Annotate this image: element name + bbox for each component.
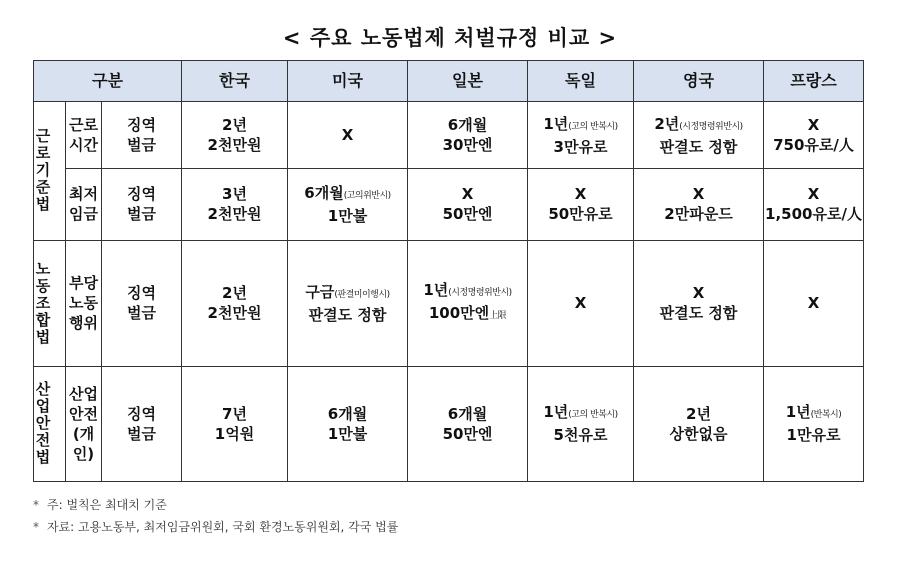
value-cell xyxy=(408,240,528,366)
value-note: (반복시) xyxy=(810,410,842,421)
value-line: 1년(고의 반복시) xyxy=(543,114,618,133)
value-cell xyxy=(408,102,528,169)
table-row xyxy=(34,102,864,169)
value-cell xyxy=(182,169,288,240)
value-note: (고의 반복시) xyxy=(568,121,618,132)
value-line: 2천만원 xyxy=(207,205,262,224)
value-line: 2년 xyxy=(222,284,247,303)
value-line: 50만유로 xyxy=(548,205,613,224)
value-line: 1년(고의 반복시) xyxy=(543,403,618,422)
value-cell xyxy=(528,366,634,482)
header-country: 한국 xyxy=(182,61,288,102)
value-line: X xyxy=(807,294,820,313)
value-line: X xyxy=(341,126,354,145)
value-note: 上限 xyxy=(489,311,507,322)
table-row xyxy=(34,169,864,240)
value-cell xyxy=(528,240,634,366)
header-row xyxy=(34,61,864,102)
value-cell xyxy=(288,102,408,169)
value-cell xyxy=(182,366,288,482)
value-line: 2천만원 xyxy=(207,136,262,155)
penalty-cell: 징역 벌금 xyxy=(102,102,182,169)
value-line: 50만엔 xyxy=(442,424,493,443)
value-line: 1억원 xyxy=(214,424,255,443)
value-line: 1년(반복시) xyxy=(785,403,842,422)
law-cell xyxy=(34,366,66,482)
value-cell xyxy=(288,240,408,366)
value-line: 750유로/人 xyxy=(773,136,854,155)
value-line: X xyxy=(574,294,587,313)
value-line: 6개월(고의위반시) xyxy=(304,183,391,202)
law-cell xyxy=(34,102,66,241)
footnotes xyxy=(33,494,398,538)
value-cell xyxy=(764,102,864,169)
value-line: 5천유로 xyxy=(553,426,608,445)
value-cell xyxy=(408,169,528,240)
value-line: 2년(시정명령위반시) xyxy=(654,114,743,133)
value-line: 1만불 xyxy=(327,206,368,225)
value-line: X xyxy=(461,185,474,204)
table-row xyxy=(34,366,864,482)
law-label: 산업안전법 xyxy=(35,380,51,467)
value-line: 1만유로 xyxy=(786,426,841,445)
item-cell: 부당 노동 행위 xyxy=(66,240,102,366)
law-cell xyxy=(34,240,66,366)
value-cell xyxy=(288,169,408,240)
header-country: 독일 xyxy=(528,61,634,102)
value-line: 2만파운드 xyxy=(664,205,733,224)
penalty-cell: 징역 벌금 xyxy=(102,240,182,366)
value-line: 1,500유로/人 xyxy=(765,205,862,224)
value-line: 판결도 정함 xyxy=(659,137,738,156)
value-cell xyxy=(634,169,764,240)
value-line: 6개월 xyxy=(447,116,488,135)
value-line: X xyxy=(807,116,820,135)
value-line: 30만엔 xyxy=(442,136,493,155)
value-line: 100만엔上限 xyxy=(428,304,507,323)
value-line: 상한없음 xyxy=(669,424,728,443)
footnote: * 자료: 고용노동부, 최저임금위원회, 국회 환경노동위원회, 각국 법률 xyxy=(33,520,399,534)
value-note: (고의위반시) xyxy=(343,190,391,201)
law-label: 근로기준법 xyxy=(35,127,51,214)
item-cell: 근로 시간 xyxy=(66,102,102,169)
header-country: 프랑스 xyxy=(764,61,864,102)
value-note: (고의 반복시) xyxy=(568,410,618,421)
value-note: (판결미이행시) xyxy=(334,289,390,300)
comparison-table xyxy=(33,60,864,482)
value-line: 1년(시정명령위반시) xyxy=(423,281,512,300)
footnote: * 주: 벌칙은 최대치 기준 xyxy=(33,498,167,512)
value-cell xyxy=(634,240,764,366)
header-country: 영국 xyxy=(634,61,764,102)
header-category: 구분 xyxy=(34,61,182,102)
table-row xyxy=(34,240,864,366)
value-cell xyxy=(408,366,528,482)
value-cell xyxy=(528,169,634,240)
value-line: 판결도 정함 xyxy=(308,305,387,324)
value-line: X xyxy=(807,185,820,204)
value-cell xyxy=(182,102,288,169)
value-cell xyxy=(764,240,864,366)
value-note: (시정명령위반시) xyxy=(448,288,512,299)
value-cell xyxy=(764,169,864,240)
value-line: X xyxy=(692,185,705,204)
value-cell xyxy=(288,366,408,482)
value-cell xyxy=(182,240,288,366)
value-line: 3만유로 xyxy=(553,137,608,156)
law-label: 노동조합법 xyxy=(35,259,51,346)
value-line: X xyxy=(692,284,705,303)
value-cell xyxy=(634,102,764,169)
penalty-cell: 징역 벌금 xyxy=(102,366,182,482)
value-note: (시정명령위반시) xyxy=(679,121,743,132)
value-line: 1만불 xyxy=(327,424,368,443)
value-line: 판결도 정함 xyxy=(659,304,738,323)
header-country: 일본 xyxy=(408,61,528,102)
value-line: 7년 xyxy=(222,404,247,423)
value-line: 3년 xyxy=(222,185,247,204)
item-cell: 산업 안전 (개인) xyxy=(66,366,102,482)
page-title: < 주요 노동법제 처벌규정 비교 > xyxy=(282,26,618,50)
value-line: 6개월 xyxy=(447,404,488,423)
header-country: 미국 xyxy=(288,61,408,102)
value-line: 6개월 xyxy=(327,404,368,423)
value-line: 50만엔 xyxy=(442,205,493,224)
item-cell: 최저 임금 xyxy=(66,169,102,240)
penalty-cell: 징역 벌금 xyxy=(102,169,182,240)
value-line: 2년 xyxy=(686,404,711,423)
value-cell xyxy=(764,366,864,482)
value-line: 2년 xyxy=(222,116,247,135)
value-line: 2천만원 xyxy=(207,304,262,323)
value-cell xyxy=(634,366,764,482)
value-line: X xyxy=(574,185,587,204)
value-cell xyxy=(528,102,634,169)
value-line: 구금(판결미이행시) xyxy=(305,282,390,301)
